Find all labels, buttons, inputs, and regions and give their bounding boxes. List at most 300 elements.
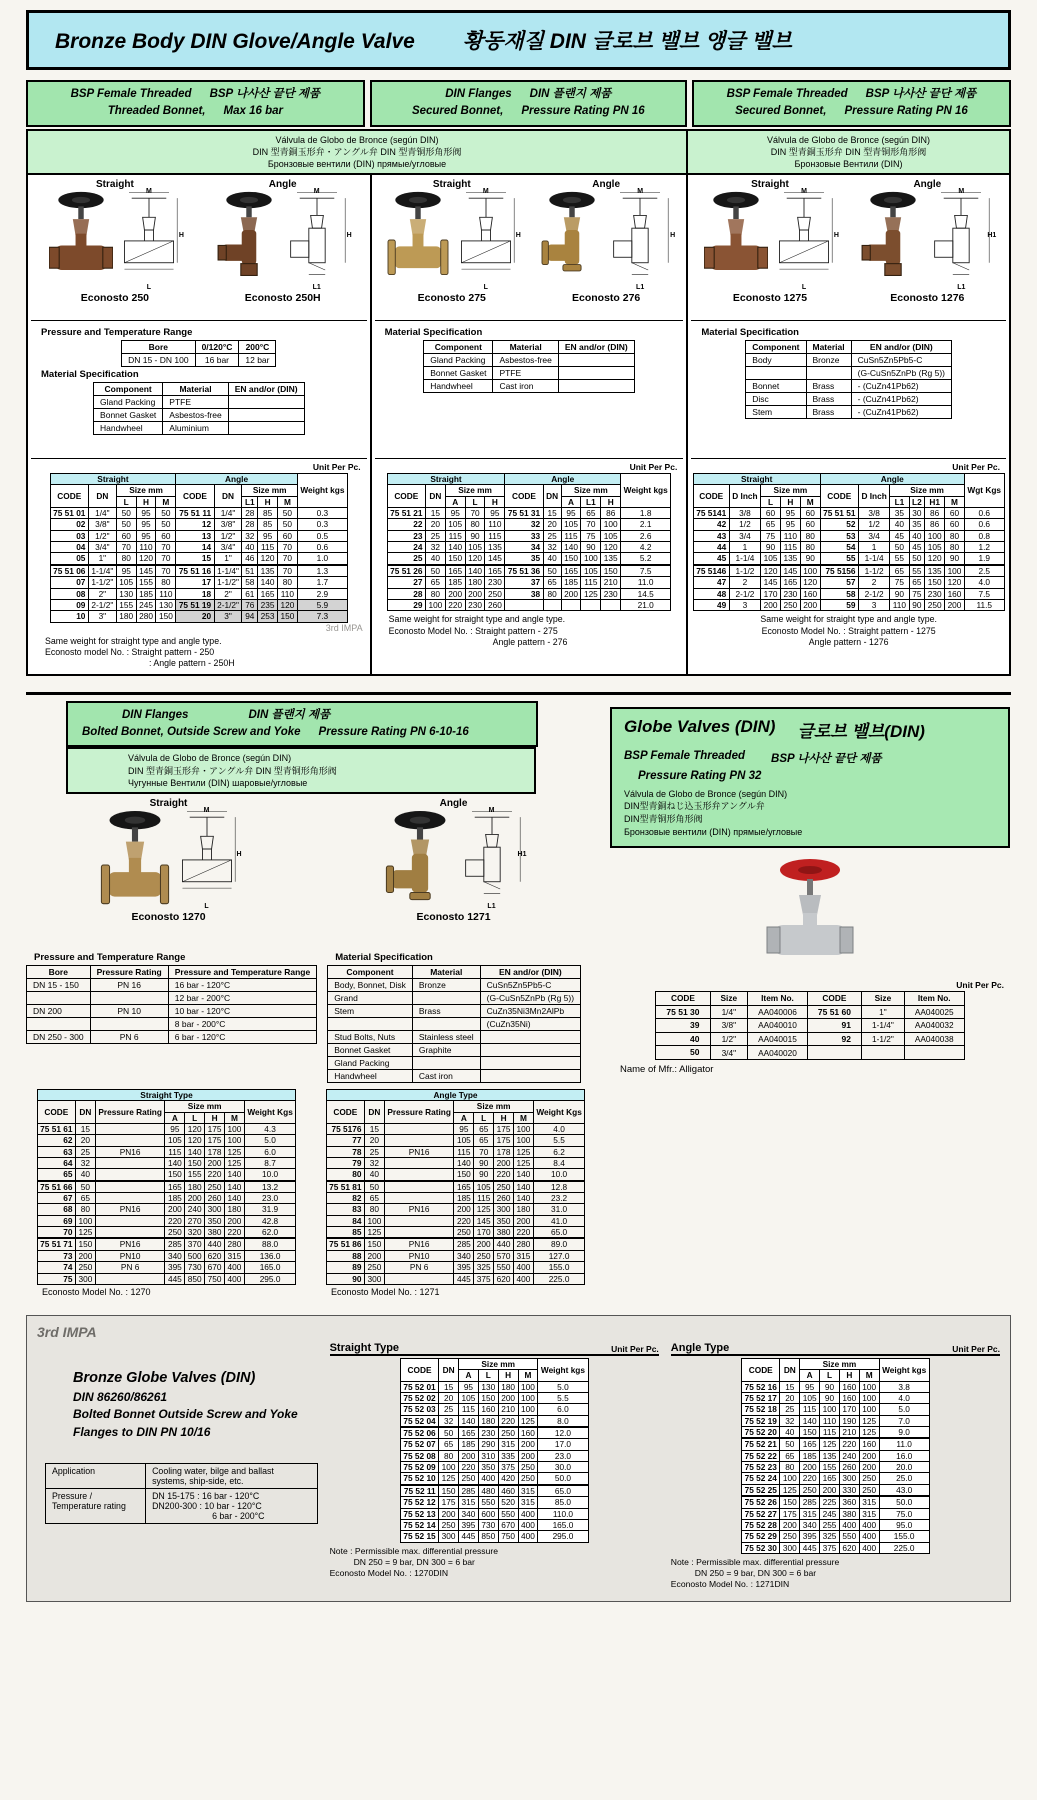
cell: 375	[820, 1542, 840, 1553]
cell: 55	[890, 553, 909, 565]
cell: 225.0	[533, 1273, 584, 1284]
cell: 30.0	[538, 1462, 588, 1473]
cell: 145	[761, 577, 781, 588]
cell: 250	[518, 1473, 538, 1485]
dim-label-h1: H1	[517, 850, 527, 858]
cell: Stud Bolts, Nuts	[328, 1030, 413, 1043]
section2-header-en: DIN Flanges	[122, 708, 189, 721]
cell: 05	[50, 553, 88, 565]
section3-title-block	[73, 1368, 318, 1441]
table-1275-footnote	[691, 614, 1006, 648]
cell: 70	[156, 553, 176, 565]
cell: 185	[800, 1450, 820, 1461]
header-cell: DN	[88, 485, 116, 508]
cell: 23.0	[538, 1450, 588, 1461]
cell: 250	[474, 1250, 494, 1261]
cell: 125	[820, 1438, 840, 1450]
cell: Handwheel	[328, 1069, 413, 1082]
cell: 75 52 18	[742, 1404, 780, 1415]
cell: 6.0	[538, 1404, 588, 1415]
cell: PN16	[384, 1238, 454, 1250]
cell: PTFE	[163, 395, 228, 408]
section1-headers	[26, 80, 1011, 127]
cell: 220	[165, 1215, 185, 1226]
cell: 20	[364, 1135, 384, 1146]
cell: 31.0	[533, 1204, 584, 1215]
cell: 125	[859, 1415, 879, 1426]
cell: 160	[945, 588, 965, 599]
cell: 3/8	[729, 508, 760, 519]
header-cell: H	[601, 496, 621, 507]
section2-header-sub1: Bolted Bonnet, Outside Screw and Yoke	[82, 726, 301, 739]
size-weight-table-250	[50, 473, 348, 623]
cell: 60	[278, 530, 298, 541]
cell: 65	[364, 1193, 384, 1204]
cell: Cast iron	[412, 1069, 480, 1082]
cell: 76	[242, 599, 258, 610]
cell: 400	[518, 1531, 538, 1542]
cell: 75 52 03	[400, 1404, 438, 1415]
cell: 125	[224, 1157, 244, 1168]
cell: 75 5146	[693, 565, 729, 577]
header-cell: Angle Type	[326, 1089, 585, 1100]
cell: 25	[780, 1404, 800, 1415]
cell: 07	[50, 577, 88, 588]
cell: 45	[693, 553, 729, 565]
cell: 70	[278, 553, 298, 565]
header-cell: M	[859, 1370, 879, 1381]
straight-label: Straight	[751, 178, 789, 190]
dim-label-h: H	[670, 231, 676, 239]
col1-header-sub2: Max 16 bar	[223, 105, 283, 118]
header-cell: H	[258, 496, 278, 507]
cell: PN 6	[90, 1030, 168, 1043]
cell: Bonnet Gasket	[328, 1043, 413, 1056]
cell: 240	[839, 1450, 859, 1461]
cell: Graphite	[412, 1043, 480, 1056]
header-cell: M	[518, 1370, 538, 1381]
cell: 250	[454, 1227, 474, 1239]
cell	[384, 1227, 454, 1239]
cell	[558, 353, 634, 366]
cell: 140	[224, 1193, 244, 1204]
cell: 3"	[214, 611, 242, 622]
table-row	[50, 553, 347, 565]
cell	[95, 1193, 165, 1204]
header-row	[400, 1358, 588, 1369]
cell: 5.9	[297, 599, 347, 610]
header-cell: H	[485, 496, 505, 507]
cell: 220	[513, 1227, 533, 1239]
header-cell: EN and/or (DIN)	[851, 340, 951, 353]
table-row	[400, 1519, 588, 1530]
cell: 12 bar - 200°C	[168, 991, 316, 1004]
cell: 25	[364, 1146, 384, 1157]
cell: 140	[445, 542, 465, 553]
cell: 25	[387, 553, 425, 565]
cell: PN16	[95, 1146, 165, 1157]
globe-valves-header	[610, 707, 1010, 848]
table-row	[94, 395, 305, 408]
cell: 220	[205, 1169, 225, 1181]
cell: 100	[945, 565, 965, 577]
cell: 75 52 02	[400, 1392, 438, 1403]
pt-line: DN 15-175 : 16 bar - 120°C	[152, 1491, 260, 1502]
header-cell: Component	[94, 382, 163, 395]
cell: 35	[505, 553, 543, 565]
cell: 48	[693, 588, 729, 599]
cell: 3/8"	[710, 1019, 748, 1033]
table-row	[693, 553, 1004, 565]
note-line: Econosto Model No. : 1270DIN	[329, 1567, 449, 1578]
cell: 120	[945, 577, 965, 588]
globe-valves-code-table	[655, 991, 964, 1060]
page-title-en: Bronze Body DIN Glove/Angle Valve	[55, 30, 415, 53]
cell: 75 51 86	[326, 1238, 364, 1250]
cell	[480, 1056, 580, 1069]
cell: 8.7	[244, 1157, 295, 1168]
cell: 315	[800, 1508, 820, 1519]
cell: 90	[761, 542, 781, 553]
cell	[95, 1135, 165, 1146]
cell: 200	[561, 588, 581, 599]
dim-label-m: M	[145, 187, 152, 195]
cell: 43.0	[879, 1484, 929, 1496]
cell: 3	[729, 599, 760, 610]
cell: 100	[820, 1404, 840, 1415]
cell: Handwheel	[424, 379, 493, 392]
cell: PN10	[384, 1250, 454, 1261]
header-cell: H	[839, 1370, 859, 1381]
straight-label: Straight	[432, 178, 471, 190]
table-row	[27, 978, 317, 991]
cell: 380	[839, 1508, 859, 1519]
cell: 550	[478, 1497, 498, 1508]
globe-valves-title-ko: 글로브 밸브(DIN)	[797, 721, 925, 741]
cell: 280	[224, 1238, 244, 1250]
header-cell: DN	[780, 1358, 800, 1381]
pt-line: 6 bar - 200°C	[212, 1511, 265, 1522]
col1-header-sub1: Threaded Bonnet,	[107, 105, 206, 118]
cell: 1/4"	[88, 508, 116, 519]
cell: 31.9	[244, 1204, 295, 1215]
table-row	[387, 519, 671, 530]
cell: 40	[890, 519, 909, 530]
table-row	[693, 542, 1004, 553]
cell: 240	[185, 1204, 205, 1215]
material-spec-table-275	[423, 340, 635, 393]
col1-spec-area	[31, 321, 367, 459]
cell: 55	[909, 565, 925, 577]
table-row	[27, 1030, 317, 1043]
cell: 200	[439, 1508, 459, 1519]
cell	[384, 1123, 454, 1134]
cell: 178	[205, 1146, 225, 1157]
cell: 105	[561, 519, 581, 530]
cell: 90	[820, 1381, 840, 1392]
cell: 7.3	[297, 611, 347, 622]
dim-label-h: H	[346, 231, 352, 239]
header-cell: A	[454, 1112, 474, 1123]
cell: 185	[165, 1193, 185, 1204]
cell: Brass	[806, 379, 851, 392]
cell	[505, 599, 543, 610]
cell: 80	[945, 530, 965, 541]
cell: 75 52 17	[742, 1392, 780, 1403]
cell: 74	[37, 1262, 75, 1273]
model-label-1276: Econosto 1276	[890, 291, 965, 304]
cell: 105	[116, 577, 136, 588]
cell: 220	[494, 1169, 514, 1181]
cell: 400	[478, 1473, 498, 1485]
header-cell: DN	[75, 1101, 95, 1124]
cell: 95	[165, 1123, 185, 1134]
cell: 95	[258, 530, 278, 541]
cell: 570	[494, 1250, 514, 1261]
cell: 300	[494, 1204, 514, 1215]
cell: Disc	[746, 392, 806, 405]
table-row	[387, 577, 671, 588]
cell: 200	[185, 1193, 205, 1204]
table-row	[37, 1146, 296, 1157]
cell: 13.2	[244, 1181, 295, 1193]
cell	[95, 1227, 165, 1239]
cell	[480, 1043, 580, 1056]
cell: 20	[439, 1392, 459, 1403]
cell: 2.1	[621, 519, 671, 530]
cell: 25	[439, 1404, 459, 1415]
cell: Bonnet Gasket	[424, 366, 493, 379]
cell: 50	[75, 1181, 95, 1193]
cell: 50	[439, 1427, 459, 1439]
cell	[561, 599, 581, 610]
table-row	[37, 1215, 296, 1226]
band-right-ru: Бронзовые Вентили (DIN)	[794, 158, 903, 169]
header-cell: L	[116, 496, 136, 507]
table-row	[400, 1415, 588, 1427]
cell: 180	[465, 577, 485, 588]
cell: - (CuZn41Pb62)	[851, 392, 951, 405]
table-row	[326, 1227, 585, 1239]
table-row	[742, 1392, 930, 1403]
cell: 445	[165, 1273, 185, 1284]
section2	[26, 692, 1011, 1297]
header-cell: Pressure Rating	[384, 1101, 454, 1124]
cell: 25	[425, 530, 445, 541]
table-row	[693, 599, 1004, 610]
header-row	[656, 992, 964, 1005]
cell: 75 52 04	[400, 1415, 438, 1427]
cell: 32	[425, 542, 445, 553]
dim-label-h: H	[833, 231, 839, 239]
cell: 70	[581, 519, 601, 530]
cell: 125	[859, 1427, 879, 1439]
cell: 300	[364, 1273, 384, 1284]
band-left-ru: Бронзовые вентили (DIN) прямые/угловые	[267, 158, 447, 169]
cell: 14.5	[621, 588, 671, 599]
cell: Gland Packing	[424, 353, 493, 366]
table-row	[326, 1181, 585, 1193]
header-cell: Bore	[122, 340, 195, 353]
table-row	[746, 392, 952, 405]
cell: 445	[459, 1531, 479, 1542]
cell: 2.6	[621, 530, 671, 541]
cell: 12.0	[538, 1427, 588, 1439]
table-row	[400, 1508, 588, 1519]
table-row	[37, 1157, 296, 1168]
cell: 300	[439, 1531, 459, 1542]
cell: 1"	[214, 553, 242, 565]
header-cell: Size	[710, 992, 748, 1005]
note-line: Note : Permissible max. differential pressure	[329, 1545, 499, 1556]
cell: 85	[258, 508, 278, 519]
cell: 1"	[88, 553, 116, 565]
section1-col2	[372, 175, 689, 674]
table-row	[656, 1005, 964, 1019]
cell	[228, 408, 304, 421]
table-row	[37, 1169, 296, 1181]
cell: 200	[364, 1250, 384, 1261]
col3-header-sub1: Secured Bonnet,	[735, 105, 827, 118]
cell: 8.4	[533, 1157, 584, 1168]
angle-note	[671, 1557, 1000, 1591]
cell: 50	[909, 553, 925, 565]
cell: 32	[242, 530, 258, 541]
cell	[384, 1193, 454, 1204]
cell: 440	[494, 1238, 514, 1250]
cell: 2	[729, 577, 760, 588]
header-cell: DN	[214, 485, 242, 508]
cell: 3/4"	[710, 1046, 748, 1060]
header-cell: CODE	[387, 485, 425, 508]
header-cell: Material	[806, 340, 851, 353]
cell: 75 51 36	[505, 565, 543, 577]
cell: 32	[439, 1415, 459, 1427]
valve-diagram-angle	[285, 187, 352, 291]
cell: 6 bar - 120°C	[168, 1030, 316, 1043]
cell: 58	[820, 588, 858, 599]
table-row	[742, 1404, 930, 1415]
cell: 200	[761, 599, 781, 610]
dim-label-m: M	[637, 187, 644, 195]
cell: 9.0	[879, 1427, 929, 1439]
cell: 50.0	[879, 1496, 929, 1508]
cell: 460	[498, 1485, 518, 1497]
size-weight-table-1275	[693, 473, 1005, 611]
cell: 25.0	[879, 1473, 929, 1484]
cell: 230	[780, 588, 800, 599]
cell: 100	[518, 1404, 538, 1415]
footnote-line: Same weight for straight type and angle type.	[388, 614, 566, 625]
cell: 165	[459, 1427, 479, 1439]
cell: 220	[224, 1227, 244, 1239]
cell: 350	[478, 1462, 498, 1473]
cell: 82	[326, 1193, 364, 1204]
cell: 310	[478, 1450, 498, 1461]
cell: 60	[156, 530, 176, 541]
cell: DN 15 - DN 100	[122, 353, 195, 366]
cell: 125	[75, 1227, 95, 1239]
cell: 135	[601, 553, 621, 565]
cell	[328, 1017, 413, 1030]
model-no-1270: Econosto Model No. : 1270	[42, 1286, 151, 1297]
header-cell: Weight Kgs	[244, 1101, 295, 1124]
cell: 77	[326, 1135, 364, 1146]
dim-label-m: M	[801, 187, 807, 195]
cell: 750	[205, 1273, 225, 1284]
cell: 1.7	[297, 577, 347, 588]
cell: 7.5	[964, 588, 1004, 599]
cell: 22	[387, 519, 425, 530]
header-cell: Size mm	[165, 1101, 244, 1112]
header-cell: Size mm	[800, 1358, 879, 1369]
dim-label-l: L	[483, 283, 488, 291]
cell: 120	[136, 553, 156, 565]
cell: 125	[518, 1415, 538, 1427]
header-cell: CODE	[742, 1358, 780, 1381]
cell: 73	[37, 1250, 75, 1261]
table-row	[656, 1019, 964, 1033]
table-row	[50, 542, 347, 553]
band-right-es: Válvula de Globo de Bronce (según DIN)	[766, 134, 931, 145]
cell: 185	[561, 577, 581, 588]
cell: 92	[807, 1032, 861, 1046]
cell: 0.3	[297, 519, 347, 530]
cell: Bonnet Gasket	[94, 408, 163, 421]
s3-din-number: DIN 86260/86261	[73, 1389, 168, 1404]
table-row	[328, 1069, 581, 1082]
cell: 17.0	[538, 1439, 588, 1450]
table-row	[326, 1250, 585, 1261]
globe-valves-sub-ko: BSP 나사산 끝단 제품	[771, 752, 882, 765]
cell: 5.0	[879, 1404, 929, 1415]
lang-es: Válvula de Globo de Bronce (según DIN)	[624, 788, 788, 799]
cell: 75 51 16	[176, 565, 214, 577]
header-cell: Angle	[176, 473, 298, 484]
table-row	[94, 408, 305, 421]
cell: 400	[859, 1531, 879, 1542]
header-cell: Component	[424, 340, 493, 353]
cell: Aluminium	[163, 421, 228, 434]
cell: 105	[165, 1135, 185, 1146]
cell: 178	[494, 1146, 514, 1157]
cell: 65	[909, 577, 925, 588]
header-cell: D Inch	[858, 485, 889, 508]
header-cell: DN	[364, 1101, 384, 1124]
cell: 315	[518, 1497, 538, 1508]
cell: 140	[454, 1157, 474, 1168]
header-row	[94, 382, 305, 395]
section2-header	[66, 701, 538, 748]
band-es: Válvula de Globo de Bronce (según DIN)	[128, 753, 292, 764]
cell	[904, 1046, 964, 1060]
cell: 40	[909, 530, 925, 541]
header-cell: H	[780, 496, 800, 507]
cell: 140	[513, 1193, 533, 1204]
cell: 110	[278, 588, 298, 599]
col3-spec-area	[691, 321, 1006, 459]
table-row	[328, 1017, 581, 1030]
cell: 80	[800, 530, 820, 541]
section2-language-band	[66, 747, 536, 793]
cell: 90	[909, 599, 925, 610]
cell: 0.5	[297, 530, 347, 541]
table-row	[742, 1381, 930, 1392]
table-row	[387, 565, 671, 577]
cell: 340	[459, 1508, 479, 1519]
cell: 165.0	[538, 1519, 588, 1530]
cell: 140	[459, 1415, 479, 1427]
